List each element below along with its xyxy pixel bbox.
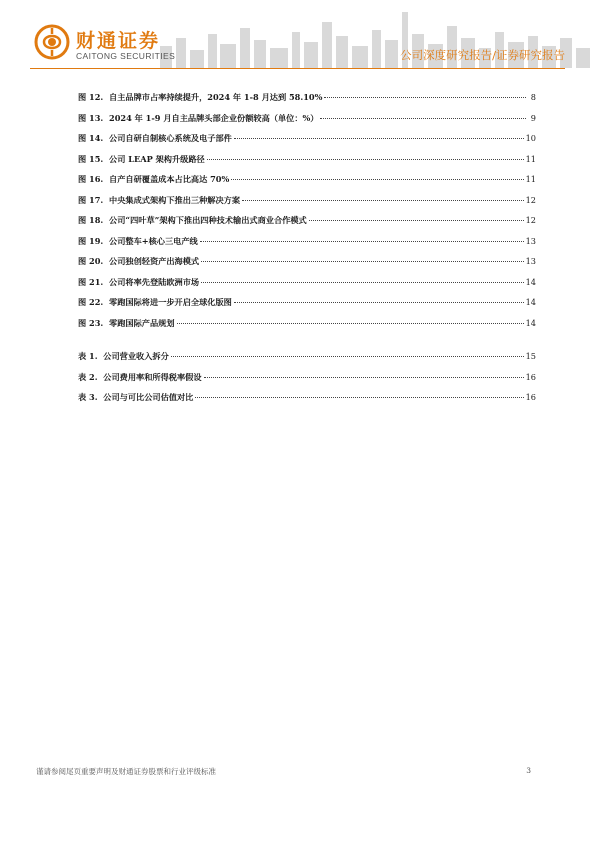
toc-entry-label: 图 18. bbox=[78, 215, 104, 225]
toc-dot-leader bbox=[234, 302, 524, 303]
toc-entry[interactable] bbox=[78, 256, 536, 277]
toc-dot-leader bbox=[201, 282, 524, 283]
toc-entry-label: 图 19. bbox=[78, 235, 104, 246]
toc-entry-title: 中央集成式架构下推出三种解决方案 bbox=[109, 194, 241, 205]
toc-entry-page: 11 bbox=[525, 174, 536, 184]
toc-dot-leader bbox=[242, 200, 524, 201]
page-header bbox=[0, 0, 595, 90]
toc-entry-page: 16 bbox=[525, 392, 536, 402]
toc-entry-page: 8 bbox=[530, 92, 536, 102]
toc-dot-leader bbox=[207, 159, 524, 160]
toc-entry-title: 公司自研自制核心系统及电子部件 bbox=[109, 133, 232, 143]
toc-entry-title: 零跑国际产品规划 bbox=[109, 317, 175, 328]
toc-entry-page: 12 bbox=[525, 215, 536, 225]
toc-entry-label: 表 2. bbox=[78, 371, 98, 382]
toc-dot-leader bbox=[324, 97, 526, 98]
toc-dot-leader bbox=[201, 261, 524, 262]
toc-entry-page: 11 bbox=[525, 153, 536, 164]
document-type-label: 公司深度研究报告/证券研究报告 bbox=[400, 48, 565, 62]
toc-entry-label: 图 14. bbox=[78, 133, 104, 143]
caitong-logo-icon bbox=[34, 24, 70, 60]
page-number: 3 bbox=[526, 766, 531, 775]
toc-entry-title: 2024 年 1-9 月自主品牌头部企业份额较高（单位：%） bbox=[109, 112, 319, 123]
toc-entry[interactable] bbox=[78, 215, 536, 236]
toc-entry-label: 图 12. bbox=[78, 92, 104, 102]
logo-chinese-name: 财通证券 bbox=[76, 30, 161, 52]
toc-entry-title: 公司独创轻资产出海模式 bbox=[109, 256, 200, 266]
toc-dot-leader bbox=[320, 118, 526, 119]
toc-entry-title: 公司 LEAP 架构升级路径 bbox=[109, 153, 205, 164]
toc-entry[interactable] bbox=[78, 113, 536, 134]
toc-dot-leader bbox=[171, 356, 524, 357]
toc-dot-leader bbox=[177, 323, 524, 324]
toc-dot-leader bbox=[200, 241, 524, 242]
toc-entry-title: 公司营业收入拆分 bbox=[103, 351, 169, 361]
toc-entry-label: 图 17. bbox=[78, 194, 104, 205]
toc-entry-page: 13 bbox=[525, 256, 536, 266]
toc-entry-page: 14 bbox=[525, 317, 536, 328]
toc-entry[interactable] bbox=[78, 133, 536, 154]
toc-entry-title: 公司费用率和所得税率假设 bbox=[103, 371, 202, 382]
figures-index bbox=[78, 92, 536, 338]
toc-entry-page: 9 bbox=[530, 112, 536, 123]
toc-dot-leader bbox=[204, 377, 524, 378]
toc-entry-title: 自主品牌市占率持续提升，2024 年 1-8 月达到 58.10% bbox=[109, 92, 323, 102]
toc-entry[interactable] bbox=[78, 318, 536, 339]
toc-entry[interactable] bbox=[78, 174, 536, 195]
toc-dot-leader bbox=[309, 220, 524, 221]
toc-entry-page: 15 bbox=[525, 351, 536, 361]
toc-entry[interactable] bbox=[78, 92, 536, 113]
toc-entry-label: 图 16. bbox=[78, 174, 104, 184]
toc-entry-label: 图 21. bbox=[78, 276, 104, 287]
toc-entry[interactable] bbox=[78, 392, 536, 413]
toc-entry[interactable] bbox=[78, 351, 536, 372]
toc-entry[interactable] bbox=[78, 154, 536, 175]
logo-english-name: CAITONG SECURITIES bbox=[76, 51, 176, 61]
toc-entry[interactable] bbox=[78, 277, 536, 298]
toc-entry-label: 图 23. bbox=[78, 317, 104, 328]
toc-entry[interactable] bbox=[78, 236, 536, 257]
toc-entry-title: 公司“四叶草”架构下推出四种技术输出式商业合作模式 bbox=[109, 215, 307, 225]
toc-dot-leader bbox=[195, 397, 523, 398]
toc-entry[interactable] bbox=[78, 297, 536, 318]
toc-entry-page: 13 bbox=[525, 235, 536, 246]
toc-entry-page: 14 bbox=[525, 297, 536, 307]
toc-entry-title: 公司将率先登陆欧洲市场 bbox=[109, 276, 200, 287]
toc-entry-page: 14 bbox=[525, 276, 536, 287]
tables-index bbox=[78, 351, 536, 413]
toc-entry-label: 表 3. bbox=[78, 392, 98, 402]
toc-entry-title: 零跑国际将进一步开启全球化版图 bbox=[109, 297, 232, 307]
toc-entry-label: 表 1. bbox=[78, 351, 98, 361]
toc-dot-leader bbox=[234, 138, 524, 139]
header-divider bbox=[30, 68, 565, 69]
footer-disclaimer: 谨请参阅尾页重要声明及财通证券股票和行业评级标准 bbox=[36, 767, 216, 776]
toc-entry-page: 16 bbox=[525, 371, 536, 382]
toc-entry-label: 图 13. bbox=[78, 112, 104, 123]
toc-entry-page: 10 bbox=[525, 133, 536, 143]
toc-entry-label: 图 20. bbox=[78, 256, 104, 266]
toc-entry-title: 公司与可比公司估值对比 bbox=[103, 392, 194, 402]
toc-dot-leader bbox=[231, 179, 523, 180]
toc-entry-label: 图 22. bbox=[78, 297, 104, 307]
toc-entry[interactable] bbox=[78, 195, 536, 216]
toc-entry-page: 12 bbox=[525, 194, 536, 205]
toc-entry-label: 图 15. bbox=[78, 153, 104, 164]
toc-entry[interactable] bbox=[78, 372, 536, 393]
toc-entry-title: 自产自研覆盖成本占比高达 70% bbox=[109, 174, 230, 184]
toc-entry-title: 公司整车+核心三电产线 bbox=[109, 235, 198, 246]
